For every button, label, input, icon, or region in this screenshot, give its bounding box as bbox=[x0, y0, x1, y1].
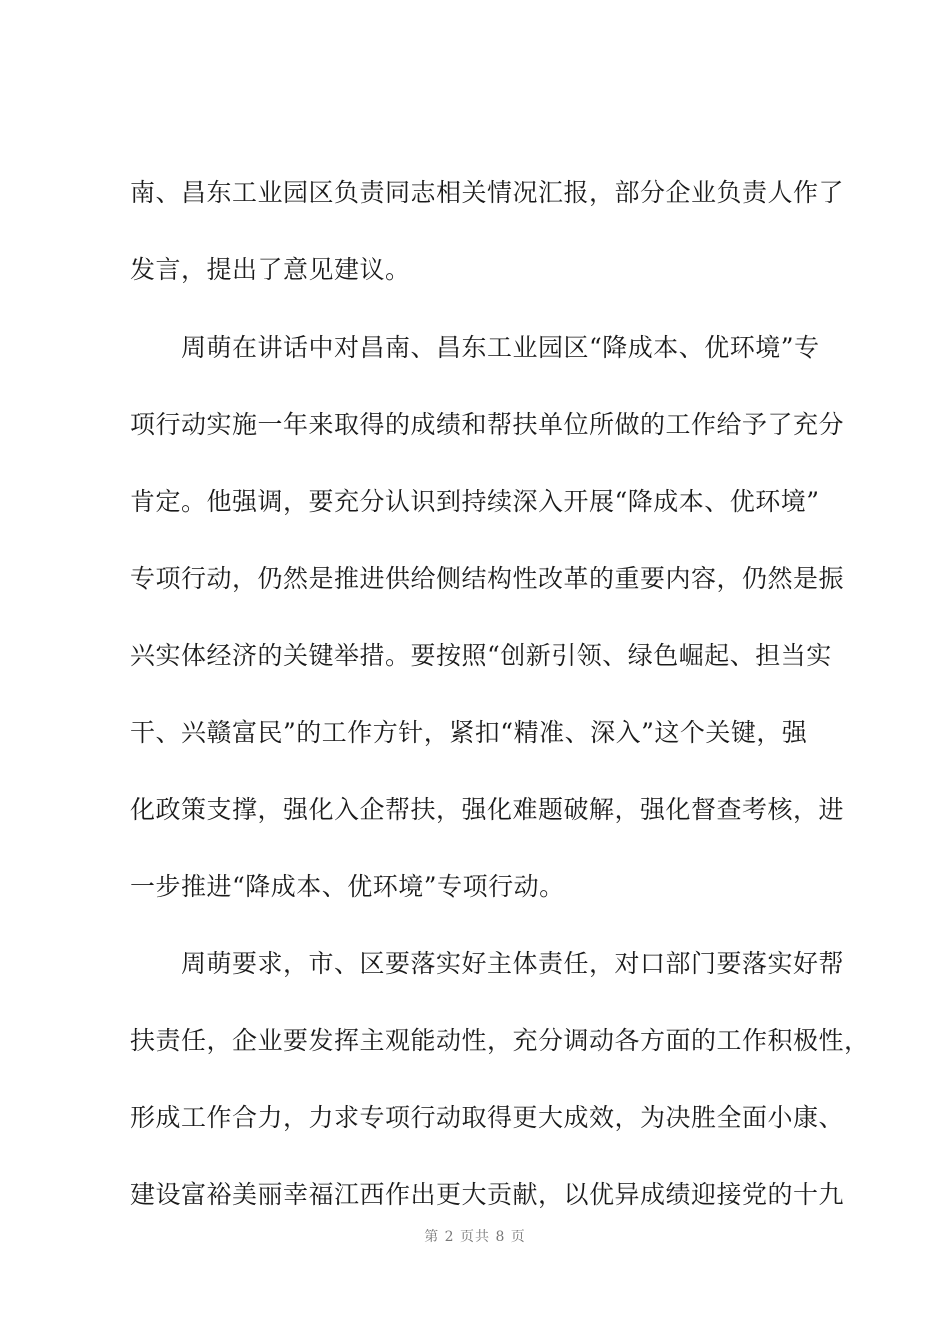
text-line: 周萌要求，市、区要落实好主体责任，对口部门要落实好帮 bbox=[130, 949, 845, 978]
text-line: 周萌在讲话中对昌南、昌东工业园区“降成本、优环境”专 bbox=[130, 333, 820, 362]
text-line: 化政策支撑，强化入企帮扶，强化难题破解，强化督查考核，进 bbox=[130, 795, 845, 824]
text-line: 兴实体经济的关键举措。要按照“创新引领、绿色崛起、担当实 bbox=[130, 641, 832, 670]
text-line: 一步推进“降成本、优环境”专项行动。 bbox=[130, 872, 565, 901]
text-line: 南、昌东工业园区负责同志相关情况汇报，部分企业负责人作了 bbox=[130, 178, 845, 207]
text-line: 形成工作合力，力求专项行动取得更大成效，为决胜全面小康、 bbox=[130, 1103, 845, 1132]
text-line: 项行动实施一年来取得的成绩和帮扶单位所做的工作给予了充分 bbox=[130, 410, 845, 439]
text-line: 专项行动，仍然是推进供给侧结构性改革的重要内容，仍然是振 bbox=[130, 564, 845, 593]
text-line: 扶责任，企业要发挥主观能动性，充分调动各方面的工作积极性， bbox=[130, 1026, 870, 1055]
text-line: 建设富裕美丽幸福江西作出更大贡献，以优异成绩迎接党的十九 bbox=[130, 1180, 845, 1209]
text-line: 干、兴赣富民”的工作方针，紧扣“精准、深入”这个关键，强 bbox=[130, 718, 808, 747]
page-number-footer: 第 2 页共 8 页 bbox=[424, 1229, 526, 1245]
text-line: 发言，提出了意见建议。 bbox=[130, 255, 411, 284]
text-line: 肯定。他强调，要充分认识到持续深入开展“降成本、优环境” bbox=[130, 487, 820, 516]
